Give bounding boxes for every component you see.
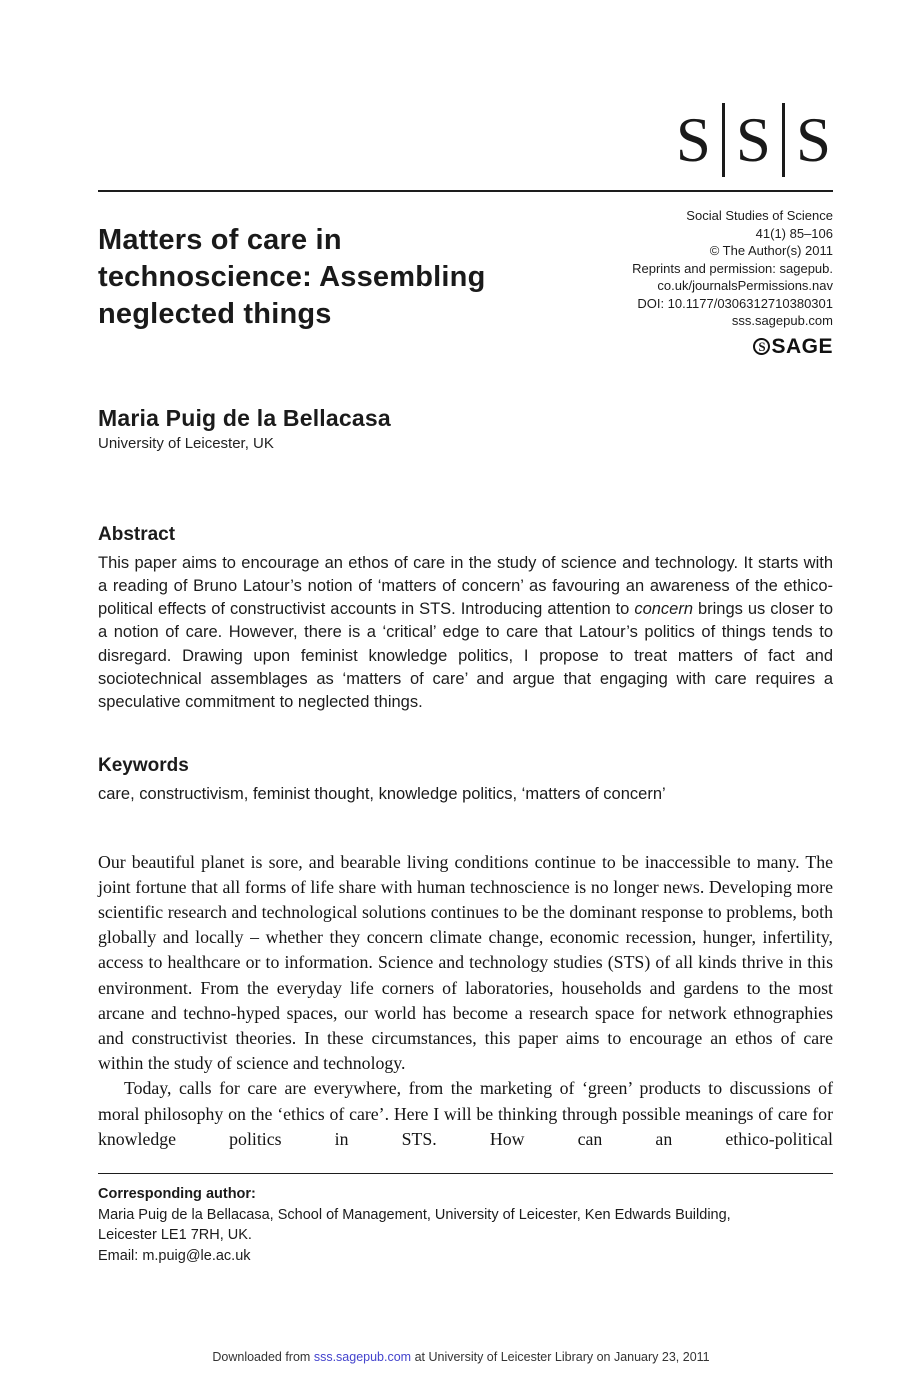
abstract-heading: Abstract [98,523,176,545]
abstract-text-segment: brings us closer to a notion of care. However, there is a ‘critical’ edge to care that Latour’s politics of things tends to disregard. Drawing upon feminist knowledge politics, I propose to treat matters of fact and sociotechnical assemblages as ‘matters of care’ and argue that engaging with care requires a speculative commitment to neglected things. [98,600,833,712]
sss-logo-letter: S [722,103,782,177]
author-block [98,405,833,452]
journal-info-line: © The Author(s) 2011 [709,243,833,258]
journal-info-lines [632,207,833,330]
header-row [98,207,833,359]
journal-info-line: DOI: 10.1177/0306312710380301 [637,295,833,311]
keywords-text: care, constructivism, feminist thought, knowledge politics, ‘matters of concern’ [98,784,666,803]
download-footer [0,1350,922,1364]
sage-circle-s-icon: S [753,338,770,355]
article-title [98,222,485,359]
sss-logo-letters [676,103,833,177]
corresponding-author-line: Email: m.puig@le.ac.uk [98,1247,251,1264]
journal-info-line: Reprints and permission: sagepub. [632,260,833,276]
corresponding-author-line: Leicester LE1 7RH, UK. [98,1227,252,1244]
sss-logo-letter: S [782,103,833,177]
journal-info-line: co.uk/journalsPermissions.nav [657,278,833,293]
abstract-section [98,524,833,715]
journal-info-line: 41(1) 85–106 [755,225,833,241]
header-divider [98,190,833,192]
body-paragraph: Today, calls for care are everywhere, from the marketing of ‘green’ products to discussions of moral philosophy on the ‘ethics of care’. Here I will be thinking through possible meanings of care for knowledge politics in STS. How can an ethico-political [98,1078,833,1149]
article-title-line: Matters of care in [98,224,342,256]
author-name: Maria Puig de la Bellacasa [98,404,391,431]
download-footer-segment: Downloaded from [212,1350,314,1364]
keywords-section [98,755,833,806]
sage-wordmark: SAGE [771,334,833,358]
journal-info-line: Social Studies of Science [686,208,833,223]
download-footer-segment: at University of Leicester Library on January 23, 2011 [411,1350,710,1364]
corresponding-author-heading: Corresponding author: [98,1186,256,1203]
sss-journal-logo [98,103,833,177]
sage-publisher-logo [632,335,833,359]
body-paragraph: Our beautiful planet is sore, and bearable living conditions continue to be inaccessible to many. The joint fortune that all forms of life share with human technoscience is no longer news. Developing more scientific research and technological solutions continues to be the dominant response to problems, both globally and locally – whether they concern climate change, economic recession, hunger, infertility, access to healthcare or to information. Science and technology studies (STS) of all kinds thrive in this environment. From the everyday life corners of laboratories, households and gardens to the most arcane and techno-hyped spaces, our world has become a research space for network ethnographies and constructivist theories. In these circumstances, this paper aims to encourage an ethos of care within the study of science and technology. [98,851,833,1074]
article-title-line: technoscience: Assembling [98,261,486,293]
corresponding-author-line: Maria Puig de la Bellacasa, School of Management, University of Leicester, Ken Edwards Building, [98,1206,731,1223]
sss-logo-letter: S [675,105,711,175]
journal-info-line: sss.sagepub.com [731,313,833,328]
corresponding-author-lines [98,1205,833,1267]
author-affiliation: University of Leicester, UK [98,434,274,452]
article-title-line: neglected things [98,298,332,330]
abstract-text-segment: concern [634,600,694,619]
corresponding-author-footnote [98,1173,833,1266]
sagepub-link[interactable]: sss.sagepub.com [313,1350,412,1364]
abstract-text-segment: This paper aims to encourage an ethos of care in the study of science and technology. It starts with a reading of Bruno Latour’s notion of ‘matters of concern’ as favouring an awareness of the ethico-political effects of constructivist accounts in STS. Introducing attention to [98,553,833,619]
journal-info-block [632,207,833,359]
article-body [98,850,833,1152]
abstract-text [98,552,833,715]
keywords-heading: Keywords [98,754,189,776]
